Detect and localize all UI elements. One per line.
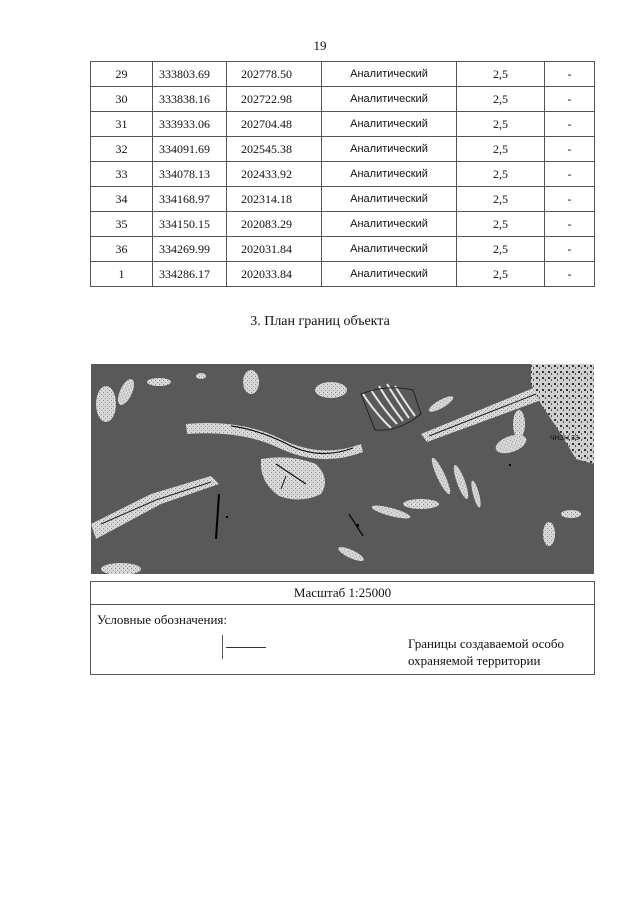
precision-cell: 2,5 <box>457 62 545 87</box>
note-cell: - <box>545 262 595 287</box>
point-number-cell: 29 <box>91 62 153 87</box>
precision-cell: 2,5 <box>457 262 545 287</box>
note-cell: - <box>545 187 595 212</box>
boundary-line-symbol <box>226 647 266 648</box>
table-row <box>91 137 595 162</box>
method-cell: Аналитический <box>322 237 457 262</box>
table-row <box>91 62 595 87</box>
table-row <box>91 212 595 237</box>
point-number-cell: 31 <box>91 112 153 137</box>
precision-cell: 2,5 <box>457 87 545 112</box>
method-cell: Аналитический <box>322 162 457 187</box>
y-coordinate-cell: 202778.50 <box>227 62 322 87</box>
coordinates-table <box>90 61 595 287</box>
legend-box <box>90 581 595 675</box>
boundary-map-image <box>91 364 594 574</box>
method-cell: Аналитический <box>322 112 457 137</box>
note-cell: - <box>545 87 595 112</box>
method-cell: Аналитический <box>322 212 457 237</box>
y-coordinate-cell: 202314.18 <box>227 187 322 212</box>
x-coordinate-cell: 334091.69 <box>153 137 227 162</box>
y-coordinate-cell: 202433.92 <box>227 162 322 187</box>
map-scale: Масштаб 1:25000 <box>91 582 594 605</box>
y-coordinate-cell: 202704.48 <box>227 112 322 137</box>
method-cell: Аналитический <box>322 62 457 87</box>
precision-cell: 2,5 <box>457 237 545 262</box>
note-cell: - <box>545 62 595 87</box>
map-label: ЧНЗН 33 <box>550 435 579 442</box>
table-row <box>91 162 595 187</box>
x-coordinate-cell: 334168.97 <box>153 187 227 212</box>
y-coordinate-cell: 202545.38 <box>227 137 322 162</box>
legend-title: Условные обозначения: <box>97 612 228 627</box>
method-cell: Аналитический <box>322 87 457 112</box>
table-row <box>91 87 595 112</box>
page-number: 19 <box>313 38 327 53</box>
table-row <box>91 237 595 262</box>
point-number-cell: 32 <box>91 137 153 162</box>
method-cell: Аналитический <box>322 137 457 162</box>
point-number-cell: 34 <box>91 187 153 212</box>
point-number-cell: 36 <box>91 237 153 262</box>
y-coordinate-cell: 202083.29 <box>227 212 322 237</box>
legend-divider <box>222 635 223 659</box>
x-coordinate-cell: 334078.13 <box>153 162 227 187</box>
point-number-cell: 1 <box>91 262 153 287</box>
legend-item-boundary-label: Границы создаваемой особо охраняемой территории <box>408 636 565 668</box>
method-cell: Аналитический <box>322 187 457 212</box>
x-coordinate-cell: 334150.15 <box>153 212 227 237</box>
point-number-cell: 30 <box>91 87 153 112</box>
x-coordinate-cell: 333803.69 <box>153 62 227 87</box>
table-row <box>91 262 595 287</box>
x-coordinate-cell: 333838.16 <box>153 87 227 112</box>
note-cell: - <box>545 237 595 262</box>
note-cell: - <box>545 112 595 137</box>
method-cell: Аналитический <box>322 262 457 287</box>
y-coordinate-cell: 202031.84 <box>227 237 322 262</box>
y-coordinate-cell: 202033.84 <box>227 262 322 287</box>
precision-cell: 2,5 <box>457 112 545 137</box>
y-coordinate-cell: 202722.98 <box>227 87 322 112</box>
x-coordinate-cell: 334286.17 <box>153 262 227 287</box>
table-row <box>91 187 595 212</box>
note-cell: - <box>545 137 595 162</box>
point-number-cell: 35 <box>91 212 153 237</box>
coordinates-table-body <box>91 62 595 287</box>
note-cell: - <box>545 212 595 237</box>
x-coordinate-cell: 333933.06 <box>153 112 227 137</box>
table-row <box>91 112 595 137</box>
precision-cell: 2,5 <box>457 187 545 212</box>
x-coordinate-cell: 334269.99 <box>153 237 227 262</box>
section-title: 3. План границ объекта <box>250 314 390 329</box>
point-number-cell: 33 <box>91 162 153 187</box>
note-cell: - <box>545 162 595 187</box>
precision-cell: 2,5 <box>457 162 545 187</box>
boundary-map <box>91 364 594 574</box>
precision-cell: 2,5 <box>457 137 545 162</box>
precision-cell: 2,5 <box>457 212 545 237</box>
